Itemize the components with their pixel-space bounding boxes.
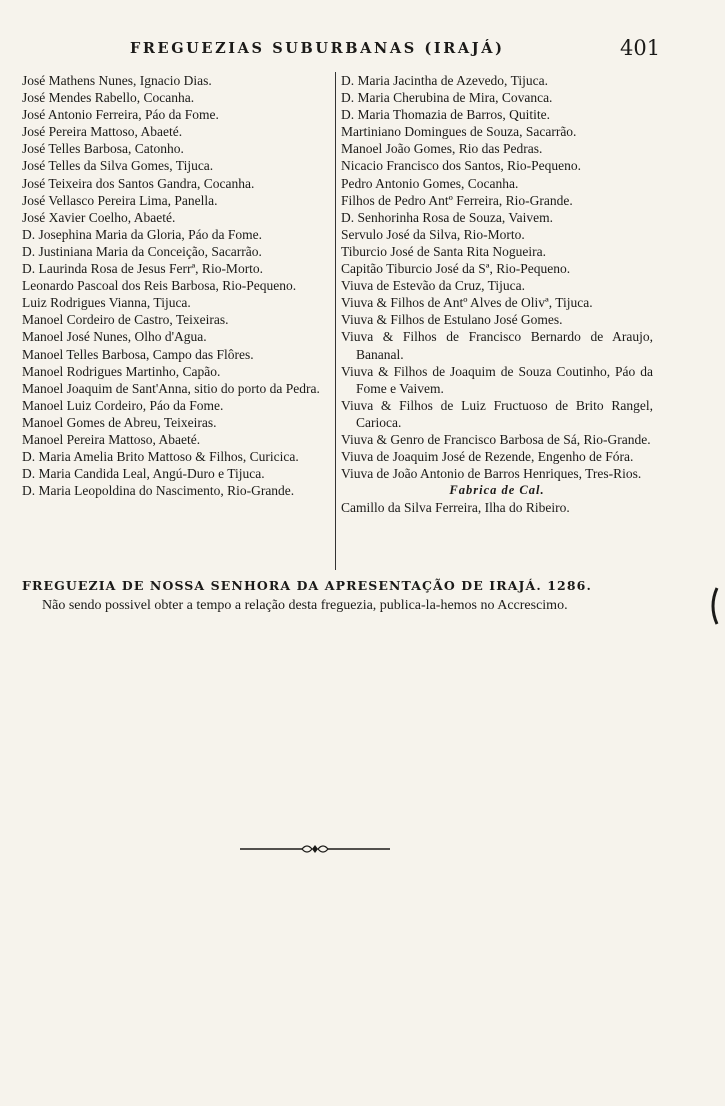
list-item: Viuva & Filhos de Francisco Bernardo de Araujo, Bananal. [341,329,653,362]
list-item: D. Maria Jacintha de Azevedo, Tijuca. [341,73,548,88]
list-item: D. Josephina Maria da Gloria, Páo da Fome. [22,226,262,242]
list-item: Viuva de João Antonio de Barros Henriques, Tres-Rios. [341,466,642,482]
list-item: José Teixeira dos Santos Gandra, Cocanha. [22,175,255,191]
list-item: Viuva de Joaquim José de Rezende, Engenho de Fóra. [341,449,634,465]
list-item: D. Maria Cherubina de Mira, Covanca. [341,90,553,106]
list-item: D. Senhorinha Rosa de Souza, Vaivem. [341,209,553,225]
list-item: D. Laurinda Rosa de Jesus Ferrª, Rio-Morto. [22,261,264,277]
list-item: José Vellasco Pereira Lima, Panella. [22,192,218,208]
right-column [341,72,653,516]
list-item: Filhos de Pedro Antº Ferreira, Rio-Grande. [341,192,573,208]
list-item: Viuva & Genro de Francisco Barbosa de Sá, Rio-Grande. [341,431,651,447]
list-item: D. Maria Candida Leal, Angú-Duro e Tijuca. [22,466,265,482]
left-column [22,72,332,499]
section-heading: FREGUEZIA DE NOSSA SENHORA DA APRESENTAÇÃO DE IRAJÁ. 1286. [22,578,592,593]
list-item: Manoel Luiz Cordeiro, Páo da Fome. [22,397,224,413]
list-item: Leonardo Pascoal dos Reis Barbosa, Rio-Pequeno. [22,278,297,294]
list-item: Tiburcio José de Santa Rita Nogueira. [341,243,546,259]
list-item: Manoel Gomes de Abreu, Teixeiras. [22,414,217,430]
list-item: Viuva & Filhos de Luiz Fructuoso de Brito Rangel, Carioca. [341,397,653,430]
header-title: FREGUEZIAS SUBURBANAS (IRAJÁ) [130,40,505,57]
list-item: Manoel José Nunes, Olho d'Agua. [22,329,207,345]
column-divider [335,72,336,570]
printer-ornament-icon [240,842,390,856]
list-item: José Telles da Silva Gomes, Tijuca. [22,158,214,174]
list-item: Manoel Joaquim de Sant'Anna, sitio do porto da Pedra. [22,380,320,396]
list-item: José Mathens Nunes, Ignacio Dias. [22,73,212,88]
list-item: Martiniano Domingues de Souza, Sacarrão. [341,124,577,140]
list-item: José Xavier Coelho, Abaeté. [22,209,176,225]
fabrica-heading: Fabrica de Cal. [449,483,545,498]
page-number: 401 [620,36,661,60]
list-item: Manoel Rodrigues Martinho, Capão. [22,363,221,379]
list-item: José Antonio Ferreira, Páo da Fome. [22,107,219,123]
list-item: Manoel Cordeiro de Castro, Teixeiras. [22,312,229,328]
list-item: José Mendes Rabello, Cocanha. [22,90,195,106]
list-item: Viuva de Estevão da Cruz, Tijuca. [341,278,526,294]
list-item: Manoel João Gomes, Rio das Pedras. [341,141,543,157]
list-item: Luiz Rodrigues Vianna, Tijuca. [22,295,191,311]
list-item: Viuva & Filhos de Antº Alves de Olivª, Tijuca. [341,295,593,311]
list-item: Pedro Antonio Gomes, Cocanha. [341,175,519,191]
list-item: Viuva & Filhos de Joaquim de Souza Coutinho, Páo da Fome e Vaivem. [341,363,653,396]
list-item: D. Maria Thomazia de Barros, Quitite. [341,107,550,123]
list-item: José Telles Barbosa, Catonho. [22,141,184,157]
list-item: Manoel Pereira Mattoso, Abaeté. [22,431,201,447]
list-item: Manoel Telles Barbosa, Campo das Flôres. [22,346,254,362]
fabrica-entry: Camillo da Silva Ferreira, Ilha do Ribeiro. [341,500,570,516]
list-item: D. Maria Leopoldina do Nascimento, Rio-Grande. [22,483,295,499]
list-item: D. Justiniana Maria da Conceição, Sacarrão. [22,243,262,259]
page-header [0,36,725,64]
list-item: José Pereira Mattoso, Abaeté. [22,124,183,140]
irajá-section [22,578,652,614]
list-item: Servulo José da Silva, Rio-Morto. [341,226,525,242]
list-item: Capitão Tiburcio José da Sª, Rio-Pequeno. [341,261,571,277]
list-item: Viuva & Filhos de Estulano José Gomes. [341,312,563,328]
section-text: Não sendo possivel obter a tempo a relação desta freguezia, publica-la-hemos no Accrescimo. [42,598,568,613]
list-item: Nicacio Francisco dos Santos, Rio-Pequeno. [341,158,581,174]
list-item: D. Maria Amelia Brito Mattoso & Filhos, Curicica. [22,449,299,465]
page-edge-mark [707,586,719,626]
